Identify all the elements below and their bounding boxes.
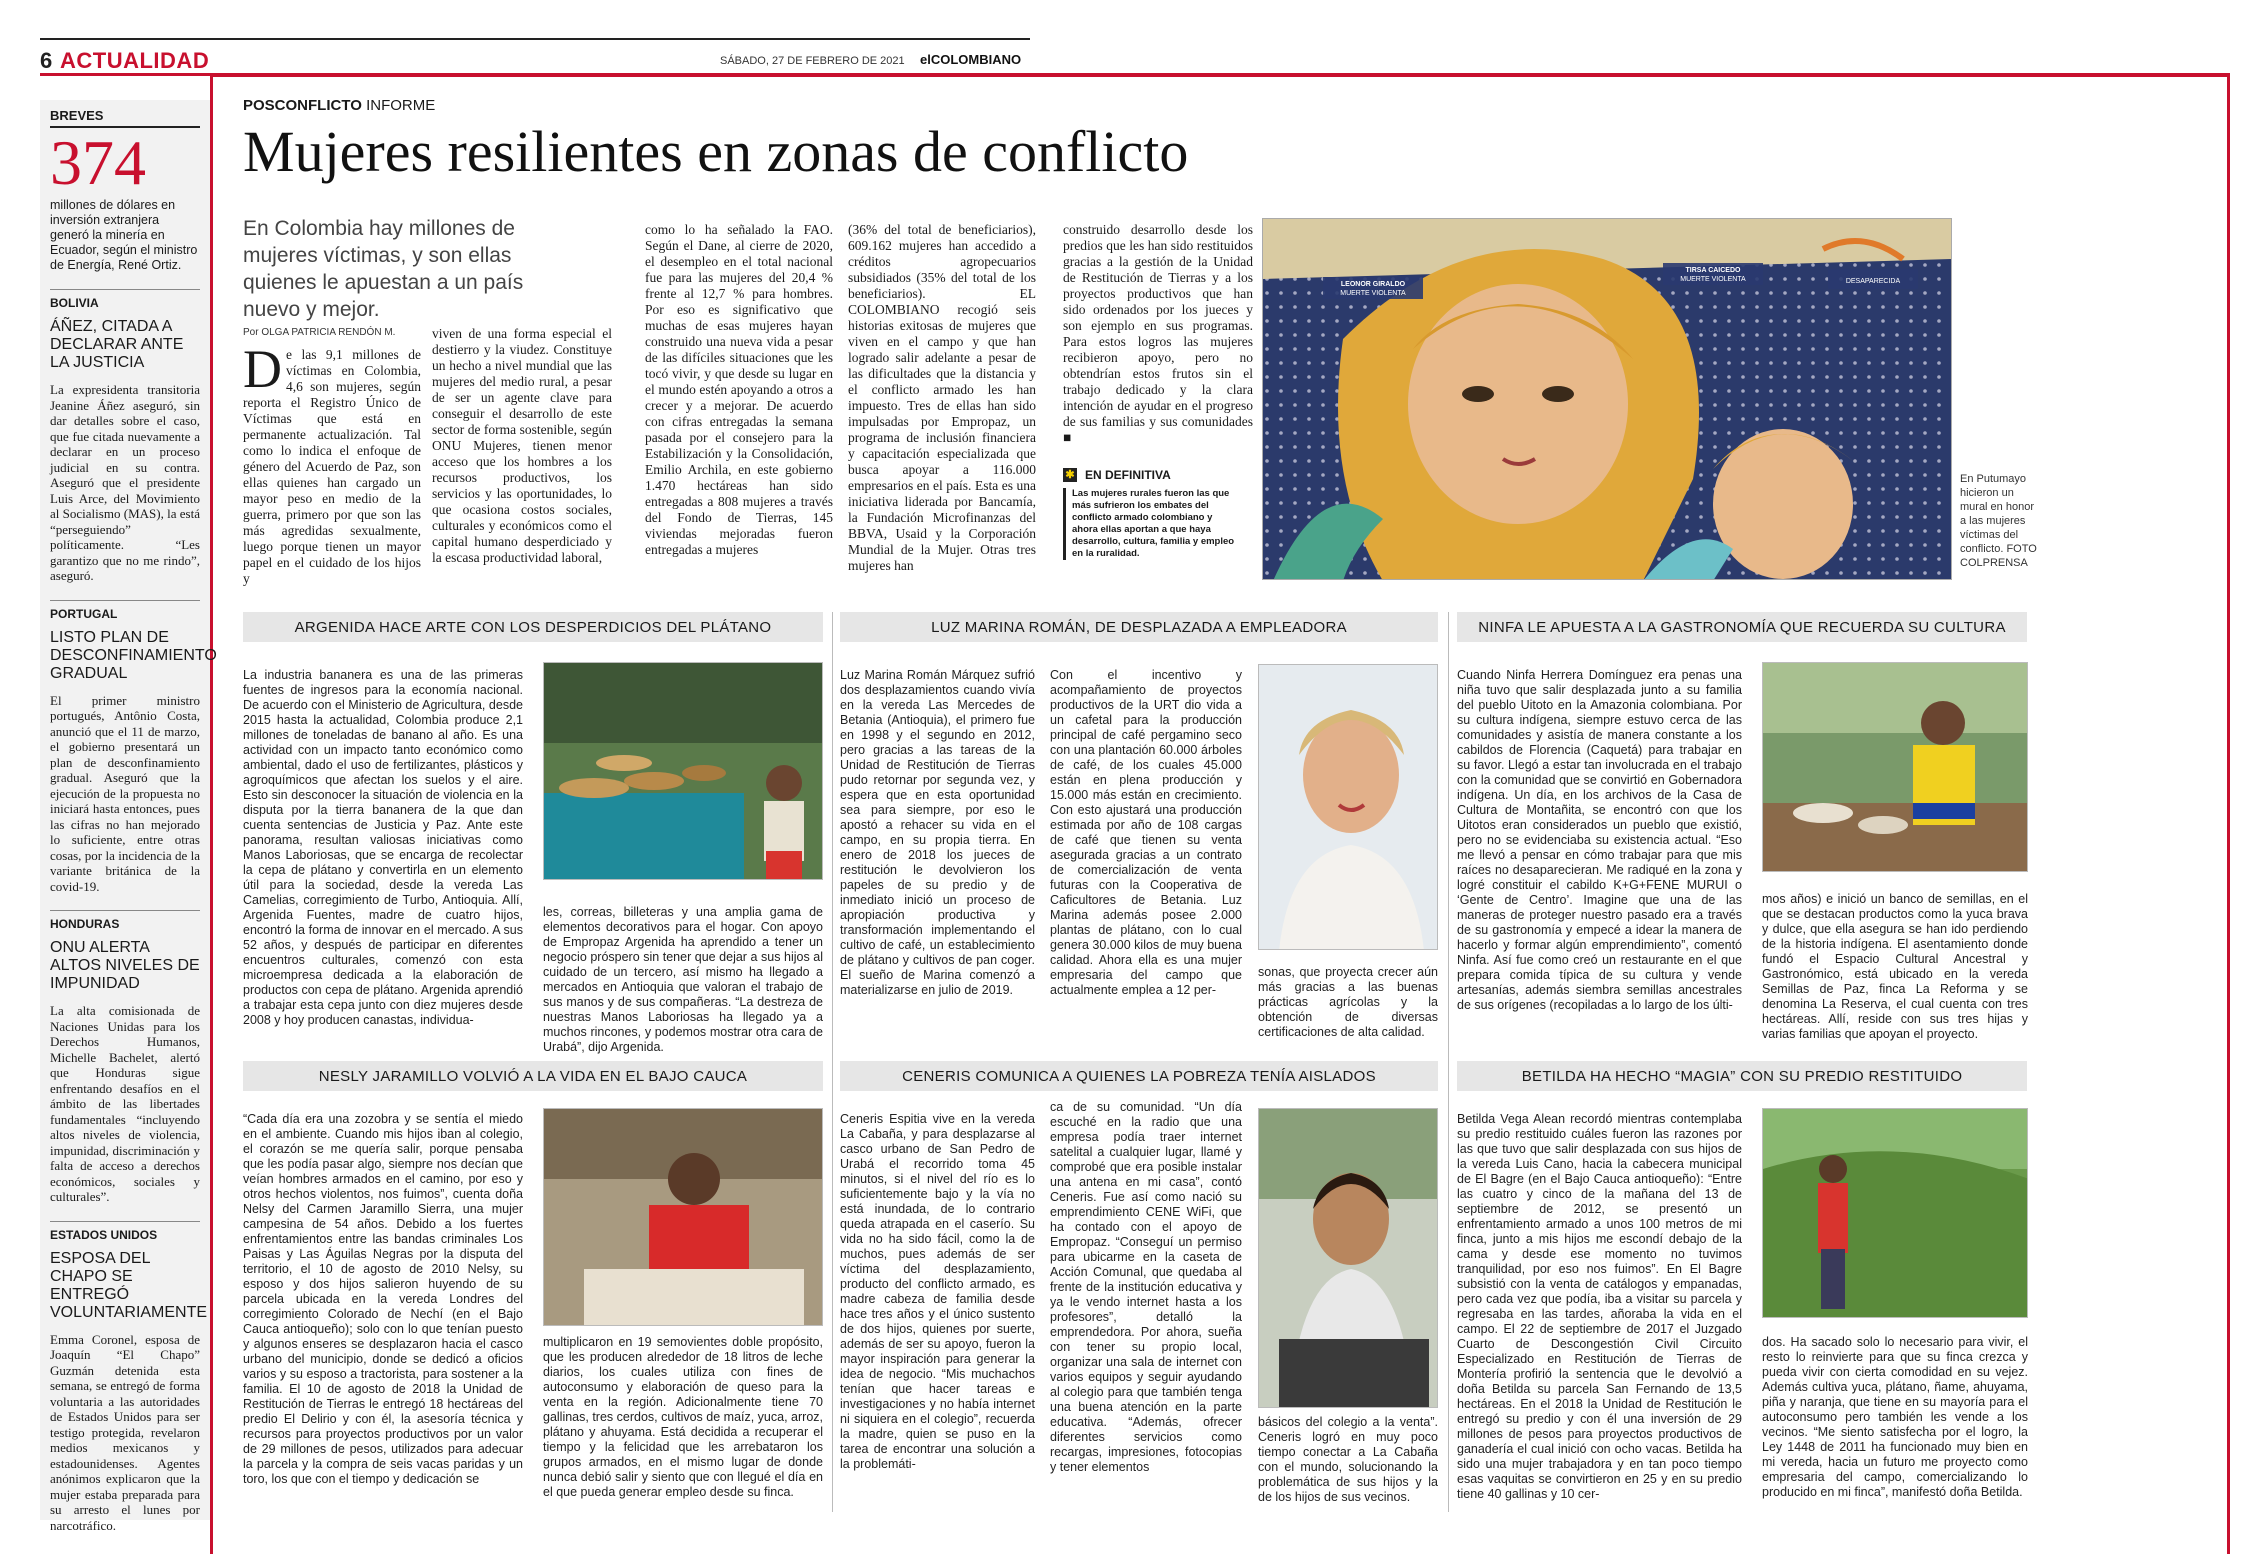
column-divider — [1448, 612, 1449, 1512]
en-definitiva-body: Las mujeres rurales fueron las que más sufrieron los embates del conflicto armado colombiano y ahora ellas aportan a que haya desarrollo, cultura, familia y empleo en la ruralidad. — [1063, 488, 1238, 560]
story-text: mos años) e inició un banco de semillas, en el que se destacan productos como la yuca brava y dulce, que ella asegura se han ido perdiendo de la historia indígena. El asentamiento donde fundó el Espacio Cultural Ancestral y Gastronómico, está ubicado en la vereda Semillas de Paz, finca La Reforma y se denomina La Reserva, el cual cuenta con tres hectáreas. Allí, reside con sus tres hijas y varias familias que apoyan el proyecto. — [1762, 892, 2028, 1041]
story-title-betilda: BETILDA HA HECHO “MAGIA” CON SU PREDIO RESTITUIDO — [1457, 1061, 2027, 1091]
breves-sidebar — [40, 100, 217, 1533]
story-text: ca de su comunidad. “Un día escuché en la radio que una empresa podía traer internet satelital a cualquier lugar, llamé y comprobé que era posible instalar una antena en mi casa”, contó Ceneris. Fue así como nació su emprendimiento CENE WiFi, que ha contado con el apoyo de Empropaz. “Conseguí un permiso para ubicarme en la caseta de Acción Comunal, que quedaba al frente de la institución educativa y ya le vendo internet hasta a los profesores”, detalló la emprendedora. Por ahora, sueña con tener su propio local, organizar una sala de internet con varios equipos y seguir ayudando al colegio para que también tenga una buena atención en la parte educativa. “Además, ofrecer diferentes servicios como recargas, impresiones, fotocopias y tener elementos — [1050, 1100, 1242, 1474]
nesly-photo — [543, 1108, 823, 1326]
section-title: ACTUALIDAD — [60, 48, 210, 73]
article-column-1 — [243, 347, 421, 587]
article-byline: Por OLGA PATRICIA RENDÓN M. — [243, 327, 396, 338]
article-kicker — [243, 97, 435, 114]
argenida-photo — [543, 662, 823, 880]
en-definitiva-title: ✱ EN DEFINITIVA — [1063, 468, 1238, 482]
svg-text:TIRSA CAICEDO: TIRSA CAICEDO — [1685, 267, 1741, 274]
luz-marina-photo — [1258, 664, 1438, 950]
breves-big-number: 374 — [50, 127, 146, 198]
portrait-illustration — [1259, 665, 1438, 950]
article-headline: Mujeres resilientes en zonas de conflicto — [243, 119, 1189, 184]
svg-text:DESAPARECIDA: DESAPARECIDA — [1845, 278, 1901, 285]
brief-title: ONU ALERTA ALTOS NIVELES DE IMPUNIDAD — [50, 939, 200, 992]
article-lede: En Colombia hay millones de mujeres víctimas, y son ellas quienes le apuestan a un país nuevo y mejor. — [243, 217, 524, 321]
market-illustration — [544, 663, 823, 880]
story-text: Con el incentivo y acompañamiento de proyectos productivos de la URT dio vida a un cafetal para la producción principal de café pergamino seco con una plantación 60.000 árboles de café, de los cuales 45.000 están en plena producción y 15.000 más están en crecimiento. Con esto ajustará una producción estimada por año de 108 cargas de café que tienen su venta asegurada gracias a un contrato de comercialización de venta futuras con la Cooperativa de Caficultores de Betania. Luz Marina además posee 2.000 plantas de plátano, con lo cual genera 30.000 kilos de muy buena calidad. Ahora ella es una mujer empresaria del campo que actualmente emplea a 12 per- — [1050, 668, 1242, 997]
svg-text:MUERTE VIOLENTA: MUERTE VIOLENTA — [1340, 290, 1406, 297]
story-title-ninfa: NINFA LE APUESTA A LA GASTRONOMÍA QUE RECUERDA SU CULTURA — [1457, 612, 2027, 642]
article-column-5: construido desarrollo desde los predios que les han sido restituidos gracias a la gestión de la Unidad de Restitución de Tierras y a los proyectos productivos que han sido ordenados por los jueces y son ejemplo en sus programas. Para estos logros las mujeres recibieron apoyo, pero no obtendrían estos frutos sin el trabajo dedicado y la clara intención de ayudar en el progreso de sus familias y sus comunidades ■ — [1063, 222, 1253, 445]
drop-cap: D — [243, 347, 282, 399]
article-column-2: viven de una forma especial el destierro y la viudez. Constituye un hecho a nivel mundial que las mujeres del medio rural, a pesar de ser un agente clave para conseguir el desarrollo de este sector de forma sostenible, según ONU Mujeres, tienen menor acceso que los hombres a los recursos productivos, los servicios y las oportunidades, lo que ocasiona costos sociales, culturales y económicos como el capital humano desperdiciado y la escasa productividad laboral, — [432, 326, 612, 565]
brief-country: ESTADOS UNIDOS — [50, 1221, 200, 1242]
story-text: les, correas, billeteras y una amplia gama de elementos decorativos para el hogar. Con apoyo de Empropaz Argenida ha aprendido a tener un negocio próspero sin tener que dejar a sus hijos al cuidado de un tercero, así mismo ha llegado a mercados en Antioquia que valoran el trabajo de sus manos y de sus compañeras. “La destreza de nuestras Manos Laboriosas ha llegado ya a muchos rincones, y podemos mostrar otra cara de Urabá”, dijo Argenida. — [543, 905, 823, 1054]
brief-title: ESPOSA DEL CHAPO SE ENTREGÓ VOLUNTARIAMENTE — [50, 1249, 208, 1321]
story-text: “Cada día era una zozobra y se sentía el miedo en el ambiente. Cuando mis hijos iban al colegio, el corazón se me quería salir, porque pensaba que les podía pasar algo, siempre nos decían que veían hombres armados en el camino, por eso y otros hechos violentos, nos fuimos”, cuenta doña Nelsy del Carmen Jaramillo Sierra, una mujer campesina de 54 años. Debido a los fuertes enfrentamientos entre las bandas criminales Los Paisas y Las Águilas Negras por la disputa del territorio, el 10 de agosto de 2010 Nelsy, su esposo y dos hijos salieron huyendo de su parcela ubicada en la vereda Londres del corregimiento Colorado de Nechí (en el Bajo Cauca antioqueño); solo con lo que tenían puesto y algunos enseres se desplazaron hacia el casco urbano del municipio, donde se dedicó a oficios varios y su esposo a tractorista, para sostener a la familia. El 10 de agosto de 2018 la Unidad de Restitución de Tierras le entregó 18 hectáreas del predio El Delirio y con él, la asesoría técnica y recursos para proyectos productivos por un valor de 29 millones de pesos, utilizados para adecuar la parcela y la compra de seis vacas paridas y un toro, los que con el tiempo y dedicación se — [243, 1112, 523, 1486]
brief-country: PORTUGAL — [50, 600, 200, 621]
mural-photo — [1262, 218, 1952, 580]
kicker-bold: POSCONFLICTO — [243, 97, 362, 114]
header-rule — [40, 38, 1030, 40]
brief-title: LISTO PLAN DE DESCONFINAMIENTO GRADUAL — [50, 628, 217, 682]
brief-country: HONDURAS — [50, 910, 200, 931]
brief-body: La expresidenta transitoria Jeanine Áñez aseguró, sin dar detalles sobre el caso, que fue citada nuevamente a declarar en un proceso judicial en su contra. Aseguró que el presidente Luis Arce, del Movimiento al Socialismo (MAS), la está “perseguiendo” políticamente. “Les garantizo que no me rindo”, aseguró. — [50, 382, 200, 583]
laptop-illustration — [1259, 1109, 1438, 1408]
brief-body: El primer ministro portugués, Antônio Costa, anunció que el 11 de marzo, el gobierno presentará un plan de desconfinamiento gradual. Aseguró que la ejecución de la propuesta no iniciará hasta entonces, pues las cifras no han mejorado lo suficiente, entre otras cosas, por la incidencia de la variante británica de la covid-19. — [50, 692, 200, 894]
brand-logo: elCOLOMBIANO — [920, 52, 1022, 67]
writing-illustration — [544, 1109, 823, 1326]
highlight-icon: ✱ — [1063, 468, 1077, 482]
story-text: Luz Marina Román Márquez sufrió dos desplazamientos cuando vivía en la vereda Las Mercedes de Betania (Antioquia), el primero fue en 1998 y el segundo en 2012, pero gracias a las tareas de la Unidad de Restitución de Tierras pudo retornar por segunda vez, y espera que en esta oportunidad sea para siempre, por eso le apostó a rehacer su vida en el campo, en su propia tierra. En enero de 2018 los jueces de restitución le devolvieron los papeles de su predio y de inmediato inició un proceso de apropiación productiva y transformación implementando el cultivo de café, un establecimiento de plátano y cultivos de pan coger. El sueño de Marina comenzó a materializarse en julio de 2019. — [840, 668, 1035, 997]
story-title-argenida: ARGENIDA HACE ARTE CON LOS DESPERDICIOS DEL PLÁTANO — [243, 612, 823, 642]
kitchen-illustration — [1763, 663, 2028, 872]
story-text: La industria bananera es una de las primeras fuentes de ingresos para la economía nacional. De acuerdo con el Ministerio de Agricultura, desde 2015 hasta la actualidad, Colombia produce 2,1 millones de toneladas de banano al año. Es una actividad con un impacto tanto económico como ambiental, dado el uso de fertilizantes, plásticos y agroquímicos que afectan los suelos y el aire. Esto sin desconocer la situación de violencia en la disputa por la tierra bananera de la que dan cuenta sentencias de Justicia y Paz. Ante este panorama, resultan valiosas iniciativas como Manos Laboriosas, que se encarga de recolectar la cepa de plátano y convertirla en un elemento útil para la sociedad, desde la vereda Las Camelias, corregimiento de Turbo, Antioquia. Allí, Argenida Fuentes, madre de cuatro hijos, encontró la forma de innovar en el mercado. A sus 52 años, y después de participar en diferentes encuentros culturales, comenzó con esta microempresa dedicada a la elaboración de productos con cepa de plátano. Argenida aprendió a trabajar esta cepa junto con diez mujeres desde 2008 y hoy producen canastas, individua- — [243, 668, 523, 1027]
mural-illustration — [1263, 219, 1952, 580]
ninfa-photo — [1762, 662, 2028, 872]
column-divider — [832, 612, 833, 1512]
story-title-luz-marina: LUZ MARINA ROMÁN, DE DESPLAZADA A EMPLEADORA — [840, 612, 1438, 642]
story-text: Cuando Ninfa Herrera Domínguez era penas una niña tuvo que salir desplazada junto a su familia del pueblo Uitoto en la Amazonia colombiana. Por su cultura indígena, siempre estuvo cerca de las comunidades y asistía de manera constante a los cabildos de Florencia (Caquetá) para trabajar en su favor. Llegó a estar tan involucrada en el trabajo con la comunidad que se convirtió en Gobernadora indígena. Un día, en los archivos de la Casa de Cultura de Montañita, se encontró con que los Uitotos eran considerados un pueblo que existió, pero no se evidenciaba su existencia actual. “Eso me llevó a pensar en cómo trabajar para que mis raíces no desaparecieran. Me radiqué en la zona y logré constituir el cabildo K+G+FENE MURUI o ‘Gente de Centro’. Imagine que una de las maneras de proteger nuestro pasado era a través de su gastronomía y empecé a idear la manera de hacerlo y formar algún emprendimiento”, comentó Ninfa. Así fue como creó un restaurante en el que prepara comida típica de su cultura y vende artesanías, además siembra semillas ancestrales de sus orígenes (recopiladas a lo largo de los últi- — [1457, 668, 1742, 1012]
brief-body: La alta comisionada de Naciones Unidas para los Derechos Humanos, Michelle Bachelet, alertó que Honduras sigue enfrentando desafíos en el ámbito de las libertades fundamentales “incluyendo altos niveles de violencia, impunidad, discriminación y falta de acceso a derechos económicos, sociales y culturales”. — [50, 1003, 200, 1204]
ceneris-photo — [1258, 1108, 1438, 1408]
svg-text:LEONOR GIRALDO: LEONOR GIRALDO — [1340, 281, 1406, 288]
dateline: SÁBADO, 27 DE FEBRERO DE 2021 — [720, 55, 905, 67]
svg-text:MUERTE VIOLENTA: MUERTE VIOLENTA — [1680, 276, 1746, 283]
story-text: sonas, que proyecta crecer aún más gracias a las buenas prácticas agrícolas y la obtención de diversas certificaciones de alta calidad. — [1258, 965, 1438, 1039]
breves-label: BREVES — [50, 108, 200, 128]
brief-title: ÁÑEZ, CITADA A DECLARAR ANTE LA JUSTICIA — [50, 318, 184, 371]
mural-caption: En Putumayo hicieron un mural en honor a las mujeres víctimas del conflicto. FOTO COLPRENSA — [1960, 473, 2037, 569]
brief-body: Emma Coronel, esposa de Joaquín “El Chapo” Guzmán detenida esta semana, se entregó de forma voluntaria a las autoridades de Estados Unidos para ser testigo protegida, revelaron medios mexicanos y estadounidenses. Agentes anónimos explicaron que la mujer estaba preparada para su arresto el lunes por narcotráfico. — [50, 1331, 200, 1533]
en-definitiva-box — [1063, 468, 1238, 588]
story-text: Ceneris Espitia vive en la vereda La Cabaña, y para desplazarse al casco urbano de San Pedro de Urabá el recorrido toma 45 minutos, si el nivel del río es lo suficientemente bajo y la vía no está inundada, de lo contrario queda atrapada en el caserío. Su vida no ha sido fácil, como la de muchos, pues además de ser víctima del desplazamiento, producto del conflicto armado, es madre cabeza de familia desde hace tres años y el único sustento de dos hijos, quienes por suerte, además de ser su apoyo, fueron la mayor inspiración para generar la idea de negocio. “Mis muchachos tenían que hacer tareas e investigaciones y no había internet ni siquiera en el colegio”, recuerda la madre, quien se puso en la tarea de encontrar una solución a la problemáti- — [840, 1112, 1035, 1471]
page-number: 6 — [40, 48, 53, 73]
article-column-4: (36% del total de beneficiarios), 609.162 mujeres han accedido a créditos agropecuarios subsidiados (35% del total de los beneficiarios). EL COLOMBIANO recogió seis historias exitosas de mujeres que viven en el campo y que han logrado salir adelante a pesar de las dificultades que la distancia y el conflicto armado les han impuesto. Tres de ellas han sido impulsadas por Empropaz, un programa de inclusión financiera y capacitación especializada que busca apoyar a 116.000 empresarios en el país. Esta es una iniciativa liderada por Bancamía, la Fundación Microfinanzas del BBVA, Usaid y la Corporación Mundial de la Mujer. Otras tres mujeres han — [848, 222, 1036, 573]
story-text: Betilda Vega Alean recordó mientras contemplaba su predio restituido cuáles fueron las razones por las que tuvo que salir desplazada con sus hijos de la vereda Luis Cano, hacia la cabecera municipal de El Bagre (en el Bajo Cauca antioqueño): “Entre las cuatro y cinco de la mañana del 13 de septiembre de 2012, se presentó un enfrentamiento armado a unos 100 metros de mi finca, junto a mis hijos me escondí debajo de la cama y desde ese momento no tuvimos tranquilidad, por eso nos fuimos”. En El Bagre subsistió con la venta de catálogos y empanadas, pero cada vez que podía, iba a visitar su parcela y regresaba en las tardes, añoraba la vida en el campo. El 22 de septiembre de 2017 el Juzgado Cuarto de Descongestión Civil Circuito Especializado en Restitución de Tierras de Montería profirió la sentencia que le devolvió a doña Betilda su parcela San Fernando de 13,5 hectáreas. En el 2018 la Unidad de Restitución le entregó su predio y con él una inversión de 29 millones de pesos para proyectos productivos de ganadería el cual inició con ocho vacas. Betilda ha sido una mujer trabajadora y en tan poco tiempo esas vaquitas se convirtieron en 25 y en su predio tiene 40 gallinas y 10 cer- — [1457, 1112, 1742, 1501]
column-text: e las 9,1 millones de víctimas en Colombia, 4,6 son mujeres, según reporta el Registro Único de Víctimas que está en permanente actualización. Tal como lo indica el enfoque de género del Acuerdo de Paz, son ellas quienes han cargado un mayor peso en medio de la guerra, primero por que son las más agredidas sexualmente, luego porque tienen un mayor papel en el cuidado de los hijos y — [243, 347, 421, 586]
article-column-3: como lo ha señalado la FAO. Según el Dane, al cierre de 2020, el desempleo en el total nacional fue para las mujeres del 20,4 % frente al 12,7 % para hombres. Por eso es significativo que muchas de esas mujeres hayan construido una nueva vida a pesar de las difíciles situaciones que les tocó vivir, y que desde su lugar en el mundo estén apoyando a otros a crecer y a mejorar. De acuerdo con cifras entregadas la semana pasada por el consejero para la Estabilización y la Consolidación, Emilio Archila, en este gobierno 1.470 hectáreas han sido entregadas a 808 mujeres a través del Fondo de Tierras, 145 viviendas mejoradas fueron entregadas a mujeres — [645, 222, 833, 557]
betilda-photo — [1762, 1108, 2028, 1318]
story-text: multiplicaron en 19 semovientes doble propósito, que les producen alrededor de 18 litros de leche diarios, los cuales utiliza con fines de autoconsumo y elaboración de queso para la venta en la región. Adicionalmente tiene 70 gallinas, tres cerdos, cultivos de maíz, yuca, arroz, plátano y ahuyama. Está decidida a recuperar el tiempo y la felicidad que les arrebataron los grupos armados, en el mismo lugar de donde nunca debió salir y siento que con llegué el día en el que pueda generar empleo desde su finca. — [543, 1335, 823, 1499]
kicker-rest: INFORME — [361, 97, 436, 114]
story-title-nesly: NESLY JARAMILLO VOLVIÓ A LA VIDA EN EL BAJO CAUCA — [243, 1061, 823, 1091]
breves-big-text: millones de dólares en inversión extranjera generó la minería en Ecuador, según el ministro de Energía, René Ortiz. — [50, 198, 198, 272]
brief-country: BOLIVIA — [50, 289, 200, 310]
field-illustration — [1763, 1109, 2028, 1318]
story-text: básicos del colegio a la venta”. Ceneris logró en muy poco tiempo conectar a La Cabaña con el mundo, solucionando la problemática de sus hijos y la de los hijos de sus vecinos. — [1258, 1415, 1438, 1504]
story-text: dos. Ha sacado solo lo necesario para vivir, el resto lo reinvierte para que su finca crezca y pueda vivir con cierta comodidad en su vejez. Además cultiva yuca, plátano, ñame, ahuyama, piña y naranja, que tiene en su mayoría para el autoconsumo pero también les vende a los vecinos. “Me siento satisfecha por el logro, la Ley 1448 de 2011 ha funcionado muy bien en mi vereda, hacia un futuro me proyecto como empresaria del campo, comercializando lo producido en mi finca”, manifestó doña Betilda. — [1762, 1335, 2028, 1499]
story-title-ceneris: CENERIS COMUNICA A QUIENES LA POBREZA TENÍA AISLADOS — [840, 1061, 1438, 1091]
